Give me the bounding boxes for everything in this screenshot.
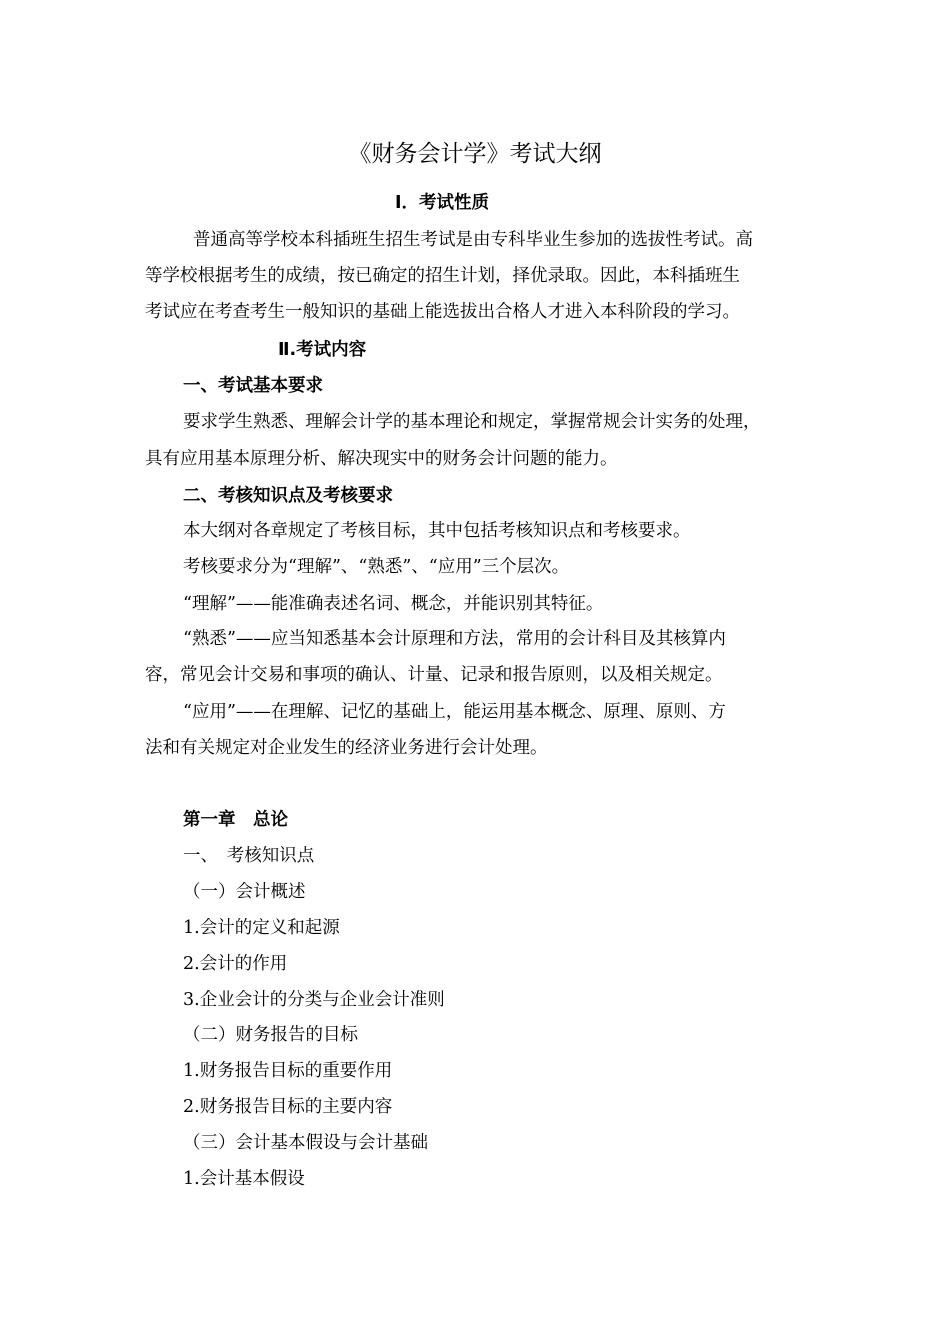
paragraph-line: “理解”——能准确表述名词、概念，并能识别其特征。 (183, 594, 604, 614)
list-item: 2.财务报告目标的主要内容 (183, 1097, 393, 1117)
list-item: （二）财务报告的目标 (183, 1025, 358, 1045)
list-item: 1.会计的定义和起源 (183, 918, 340, 938)
paragraph-line: 考核要求分为“理解”、“熟悉”、“应用”三个层次。 (183, 557, 570, 577)
subsection-heading-knowledge-points: 二、考核知识点及考核要求 (183, 486, 393, 506)
list-item: 3.企业会计的分类与企业会计准则 (183, 990, 445, 1010)
paragraph-line: 本大纲对各章规定了考核目标，其中包括考核知识点和考核要求。 (183, 521, 691, 541)
paragraph-line: “熟悉”——应当知悉基本会计原理和方法，常用的会计科目及其核算内 (183, 629, 726, 649)
list-item: （一）会计概述 (183, 882, 306, 902)
paragraph-line: 容，常见会计交易和事项的确认、计量、记录和报告原则，以及相关规定。 (145, 665, 723, 685)
subsection-heading-basic-requirements: 一、考试基本要求 (183, 376, 323, 396)
document-title: 《财务会计学》考试大纲 (348, 141, 602, 167)
list-item: 1.会计基本假设 (183, 1169, 305, 1189)
paragraph-line: 等学校根据考生的成绩，按已确定的招生计划，择优录取。因此，本科插班生 (145, 266, 740, 286)
paragraph-line: 普通高等学校本科插班生招生考试是由专科毕业生参加的选拔性考试。高 (193, 230, 753, 250)
section-heading-exam-nature: Ⅰ．考试性质 (395, 193, 490, 213)
paragraph-line: 法和有关规定对企业发生的经济业务进行会计处理。 (145, 738, 548, 758)
paragraph-line: “应用”——在理解、记忆的基础上，能运用基本概念、原理、原则、方 (183, 702, 726, 722)
list-item: 2.会计的作用 (183, 954, 288, 974)
section-heading-exam-content: Ⅱ.考试内容 (278, 340, 367, 360)
knowledge-point-heading: 一、 考核知识点 (183, 846, 315, 866)
paragraph-line: 考试应在考查考生一般知识的基础上能选拔出合格人才进入本科阶段的学习。 (145, 302, 740, 322)
list-item: 1.财务报告目标的重要作用 (183, 1061, 393, 1081)
list-item: （三）会计基本假设与会计基础 (183, 1133, 428, 1153)
paragraph-line: 具有应用基本原理分析、解决现实中的财务会计问题的能力。 (145, 449, 618, 469)
chapter-heading: 第一章 总论 (183, 810, 288, 830)
paragraph-line: 要求学生熟悉、理解会计学的基本理论和规定，掌握常规会计实务的处理， (183, 412, 761, 432)
